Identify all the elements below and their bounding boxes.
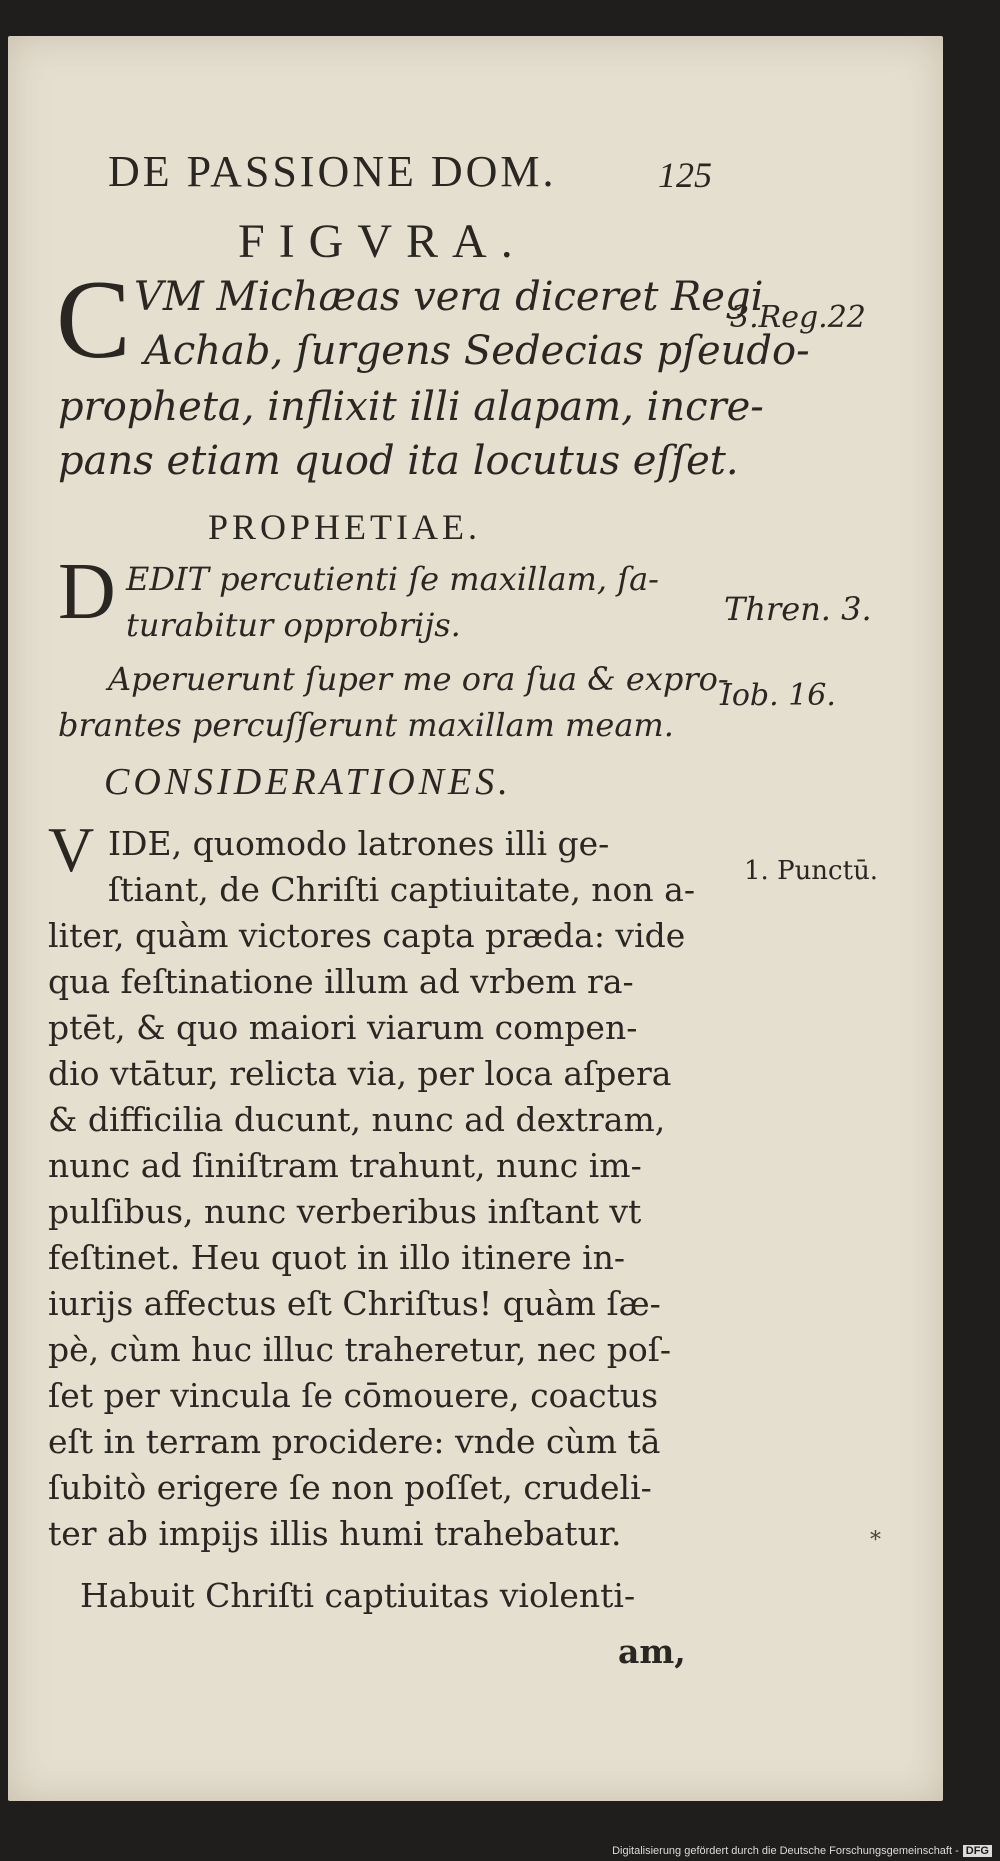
prophetiae-line-3: Aperuerunt ſuper me ora ſua & expro- <box>108 660 729 698</box>
dropcap-v: V <box>48 814 95 885</box>
book-page <box>8 36 943 1801</box>
cons-line-1: IDE, quomodo latrones illi ge- <box>108 824 610 863</box>
margin-ref-iob: Iob. 16. <box>720 678 836 713</box>
cons-line-17: Habuit Chriſti captiuitas violenti- <box>80 1576 636 1615</box>
margin-ref-thren: Thren. 3. <box>724 590 872 628</box>
heading-considerationes: CONSIDERATIONES. <box>104 761 512 803</box>
page-number: 125 <box>658 155 712 195</box>
asterisk-mark: * <box>870 1528 881 1553</box>
margin-ref-reg: 3.Reg.22 <box>730 300 866 335</box>
cons-line-2: ſtiant, de Chriſti captiuitate, non a- <box>108 870 695 909</box>
cons-line-4: qua feſtinatione illum ad vrbem ra- <box>48 962 634 1001</box>
running-title: DE PASSIONE DOM. <box>108 147 557 196</box>
margin-ref-punctum: 1. Punctū. <box>744 856 879 886</box>
cons-line-8: nunc ad ſiniſtram trahunt, nunc im- <box>48 1146 642 1185</box>
cons-line-11: iurijs affectus eſt Chriſtus! quàm ſæ- <box>48 1284 661 1323</box>
cons-line-13: ſet per vincula ſe cōmouere, coactus <box>48 1376 659 1415</box>
heading-prophetiae: PROPHETIAE. <box>208 507 482 547</box>
cons-line-16: ter ab impijs illis humi trahebatur. <box>48 1514 622 1553</box>
heading-figura: FIGVRA. <box>238 215 527 268</box>
cons-line-9: pulſibus, nunc verberibus inſtant vt <box>48 1192 642 1231</box>
prophetiae-line-1: EDIT percutienti ſe maxillam, ſa- <box>126 560 659 598</box>
digitization-footer <box>612 1845 992 1857</box>
cons-line-12: pè, cùm huc illuc traheretur, nec poſ- <box>48 1330 672 1369</box>
dropcap-d: D <box>58 548 116 636</box>
cons-line-7: & difficilia ducunt, nunc ad dextram, <box>48 1100 666 1139</box>
figura-line-4: pans etiam quod ita locutus eſſet. <box>58 438 739 484</box>
cons-line-14: eſt in terram procidere: vnde cùm tā <box>48 1422 661 1461</box>
footer-text: Digitalisierung gefördert durch die Deutsche Forschungsgemeinschaft - <box>612 1845 959 1857</box>
dfg-logo: DFG <box>963 1845 992 1857</box>
prophetiae-line-2: turabitur opprobrijs. <box>126 606 461 644</box>
cons-line-15: ſubitò erigere ſe non poſſet, crudeli- <box>48 1468 652 1507</box>
cons-line-6: dio vtātur, relicta via, per loca aſpera <box>48 1054 672 1093</box>
catchword: am, <box>618 1632 686 1671</box>
figura-line-1: VM Michæas vera diceret Regi <box>134 274 764 320</box>
cons-line-10: feſtinet. Heu quot in illo itinere in- <box>48 1238 626 1277</box>
prophetiae-line-4: brantes percuſſerunt maxillam meam. <box>58 706 674 744</box>
cons-line-3: liter, quàm victores capta præda: vide <box>48 916 686 955</box>
dropcap-c: C <box>56 258 131 382</box>
cons-line-5: ptēt, & quo maiori viarum compen- <box>48 1008 638 1047</box>
figura-line-2: Achab, ſurgens Sedecias pſeudo- <box>144 328 810 374</box>
figura-line-3: propheta, inflixit illi alapam, incre- <box>58 384 764 430</box>
